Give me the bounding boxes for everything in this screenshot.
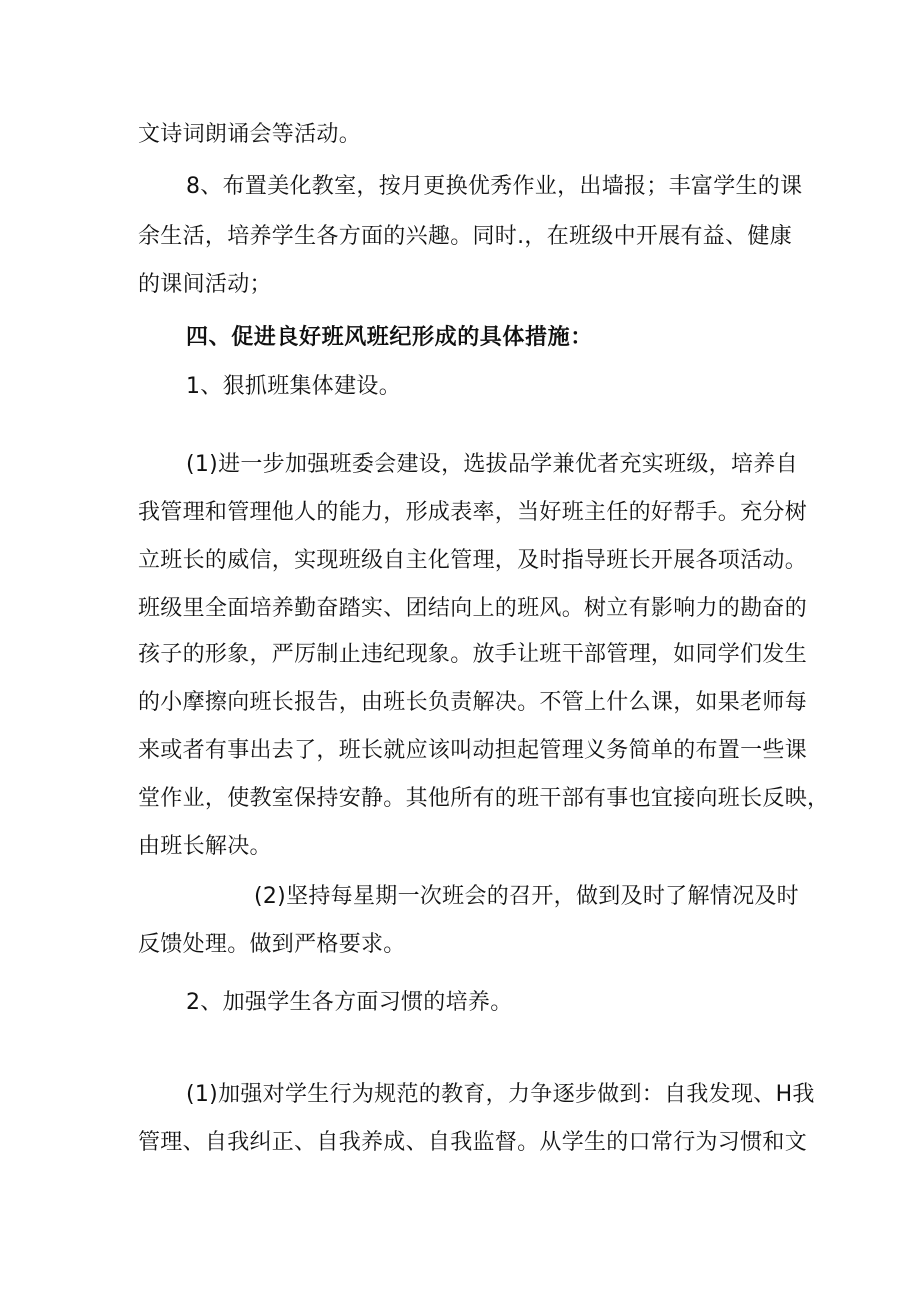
paragraph-line: 管理、自我纠正、自我养成、自我监督。从学生的口常行为习惯和文 <box>138 1130 808 1155</box>
paragraph-line: 来或者有事出去了，班长就应该叫动担起管理义务简单的布置一些课 <box>138 738 808 763</box>
paragraph-line: (1)加强对学生行为规范的教育，力争逐步做到：自我发现、H我 <box>186 1082 815 1107</box>
paragraph-line: 孩子的形象，严厉制止违纪现象。放手让班干部管理，如同学们发生 <box>138 642 808 667</box>
paragraph-line: 反馈处理。做到严格要求。 <box>138 932 406 957</box>
paragraph-line: 文诗词朗诵会等活动。 <box>138 122 362 147</box>
paragraph-line: 8、布置美化教室，按月更换优秀作业，出墙报；丰富学生的课 <box>186 174 803 199</box>
paragraph-line: 由班长解决。 <box>138 834 272 859</box>
paragraph-line: 班级里全面培养勤奋踏实、团结向上的班风。树立有影响力的勘奋的 <box>138 596 808 621</box>
subsection-title: 2、加强学生各方面习惯的培养。 <box>186 990 513 1015</box>
paragraph-line: 的小摩擦向班长报告，由班长负责解决。不管上什么课，如果老师每 <box>138 690 808 715</box>
paragraph-line: 我管理和管理他人的能力，形成表率，当好班主任的好帮手。充分树 <box>138 500 808 525</box>
section-heading: 四、促进良好班风班纪形成的具体措施： <box>186 325 593 350</box>
paragraph-line: (2)坚持每星期一次班会的召开，做到及时了解情况及时 <box>254 884 799 909</box>
paragraph-line: (1)进一步加强班委会建设，选拔品学兼优者充实班级，培养自 <box>186 452 798 477</box>
paragraph-line: 的课间活动； <box>138 272 272 297</box>
paragraph-line: 余生活，培养学生各方面的兴趣。同时.，在班级中开展有益、健康 <box>138 224 792 249</box>
subsection-title: 1、狠抓班集体建设。 <box>186 374 401 399</box>
paragraph-line: 立班长的威信，实现班级自主化管理，及时指导班长开展各项活动。 <box>138 548 808 573</box>
paragraph-line: 堂作业，使教室保持安静。其他所有的班干部有事也宜接向班长反映， <box>138 786 830 811</box>
